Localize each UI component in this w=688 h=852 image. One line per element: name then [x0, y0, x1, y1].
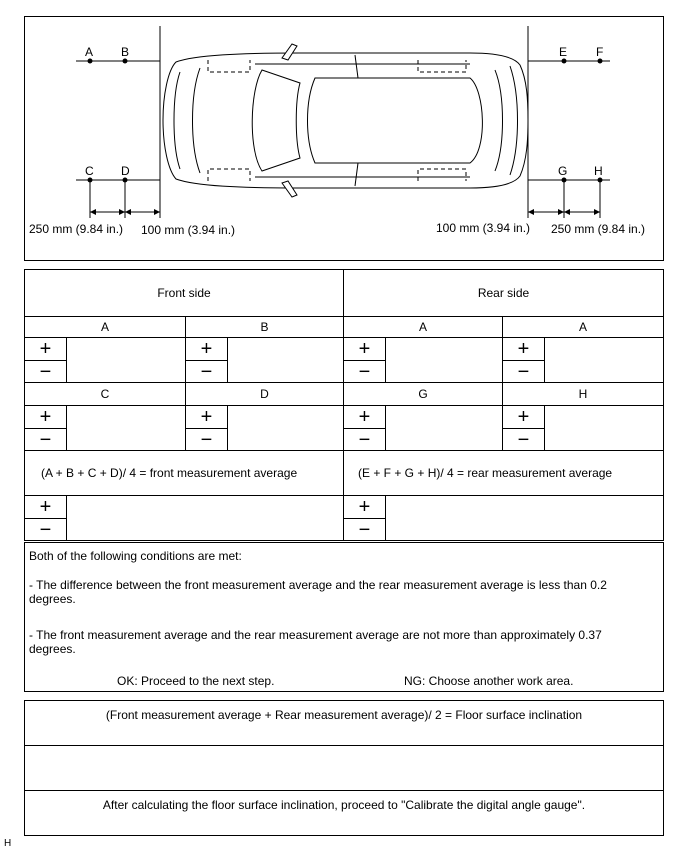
point-h-marker	[598, 178, 603, 183]
car-top-view	[163, 44, 528, 197]
condition-1: - The difference between the front measurement average and the rear measurement average is less than 0.2 degrees.	[29, 578, 607, 606]
front-average-field[interactable]	[66, 495, 344, 541]
value-field-a[interactable]	[66, 337, 186, 383]
plus-sign: +	[185, 337, 228, 361]
value-field-b[interactable]	[227, 337, 344, 383]
conditions-box	[24, 542, 664, 692]
ng-result: NG: Choose another work area.	[404, 674, 574, 688]
front-average-formula: (A + B + C + D)/ 4 = front measurement average	[24, 450, 344, 496]
point-d-marker	[123, 178, 128, 183]
point-g-label: G	[558, 164, 568, 178]
label-rear-g: G	[343, 382, 503, 406]
point-f-label: F	[596, 45, 604, 59]
value-field-rear-1[interactable]	[385, 337, 503, 383]
rear-average-field[interactable]	[385, 495, 664, 541]
dim-right-inner: 100 mm (3.94 in.)	[436, 221, 531, 235]
ok-result: OK: Proceed to the next step.	[117, 674, 275, 688]
point-b-marker	[123, 59, 128, 64]
minus-sign: −	[502, 360, 545, 383]
label-front-a: A	[24, 316, 186, 338]
condition-2: - The front measurement average and the rear measurement average are not more than approximately 0.37 degrees.	[29, 628, 602, 656]
minus-sign: −	[343, 360, 386, 383]
minus-sign: −	[343, 518, 386, 541]
minus-sign: −	[24, 428, 67, 451]
plus-sign: +	[24, 495, 67, 519]
value-field-g[interactable]	[385, 405, 503, 451]
dim-left-inner: 100 mm (3.94 in.)	[141, 223, 236, 237]
minus-sign: −	[185, 428, 228, 451]
label-front-d: D	[185, 382, 344, 406]
value-field-d[interactable]	[227, 405, 344, 451]
plus-sign: +	[343, 405, 386, 429]
point-a-label: A	[85, 45, 94, 59]
label-rear-2: A	[502, 316, 664, 338]
point-g-marker	[562, 178, 567, 183]
rear-average-formula: (E + F + G + H)/ 4 = rear measurement average	[343, 450, 664, 496]
point-c-marker	[88, 178, 93, 183]
value-field-c[interactable]	[66, 405, 186, 451]
dim-left-outer: 250 mm (9.84 in.)	[29, 222, 124, 236]
minus-sign: −	[502, 428, 545, 451]
next-step-instruction: After calculating the floor surface inclination, proceed to "Calibrate the digital angle gauge".	[24, 790, 664, 836]
minus-sign: −	[343, 428, 386, 451]
rear-side-header: Rear side	[343, 269, 664, 317]
label-front-c: C	[24, 382, 186, 406]
point-f-marker	[598, 59, 603, 64]
front-side-header: Front side	[24, 269, 344, 317]
value-field-rear-2[interactable]	[544, 337, 664, 383]
plus-sign: +	[502, 405, 545, 429]
conditions-intro: Both of the following conditions are met:	[29, 549, 242, 563]
inclination-result-field[interactable]	[24, 745, 664, 791]
dimension-labels	[29, 221, 645, 237]
point-b-label: B	[121, 45, 130, 59]
plus-sign: +	[343, 495, 386, 519]
point-e-marker	[562, 59, 567, 64]
minus-sign: −	[24, 518, 67, 541]
vehicle-diagram	[0, 0, 688, 262]
plus-sign: +	[185, 405, 228, 429]
point-c-label: C	[85, 164, 94, 178]
label-front-b: B	[185, 316, 344, 338]
inclination-formula: (Front measurement average + Rear measurement average)/ 2 = Floor surface inclination	[24, 700, 664, 746]
point-a-marker	[88, 59, 93, 64]
plus-sign: +	[24, 405, 67, 429]
label-rear-h: H	[502, 382, 664, 406]
plus-sign: +	[24, 337, 67, 361]
dim-right-outer: 250 mm (9.84 in.)	[551, 222, 646, 236]
plus-sign: +	[502, 337, 545, 361]
minus-sign: −	[24, 360, 67, 383]
footer-label: H	[4, 838, 12, 849]
label-rear-1: A	[343, 316, 503, 338]
point-d-label: D	[121, 164, 130, 178]
plus-sign: +	[343, 337, 386, 361]
point-h-label: H	[594, 164, 603, 178]
minus-sign: −	[185, 360, 228, 383]
value-field-h[interactable]	[544, 405, 664, 451]
point-e-label: E	[559, 45, 568, 59]
